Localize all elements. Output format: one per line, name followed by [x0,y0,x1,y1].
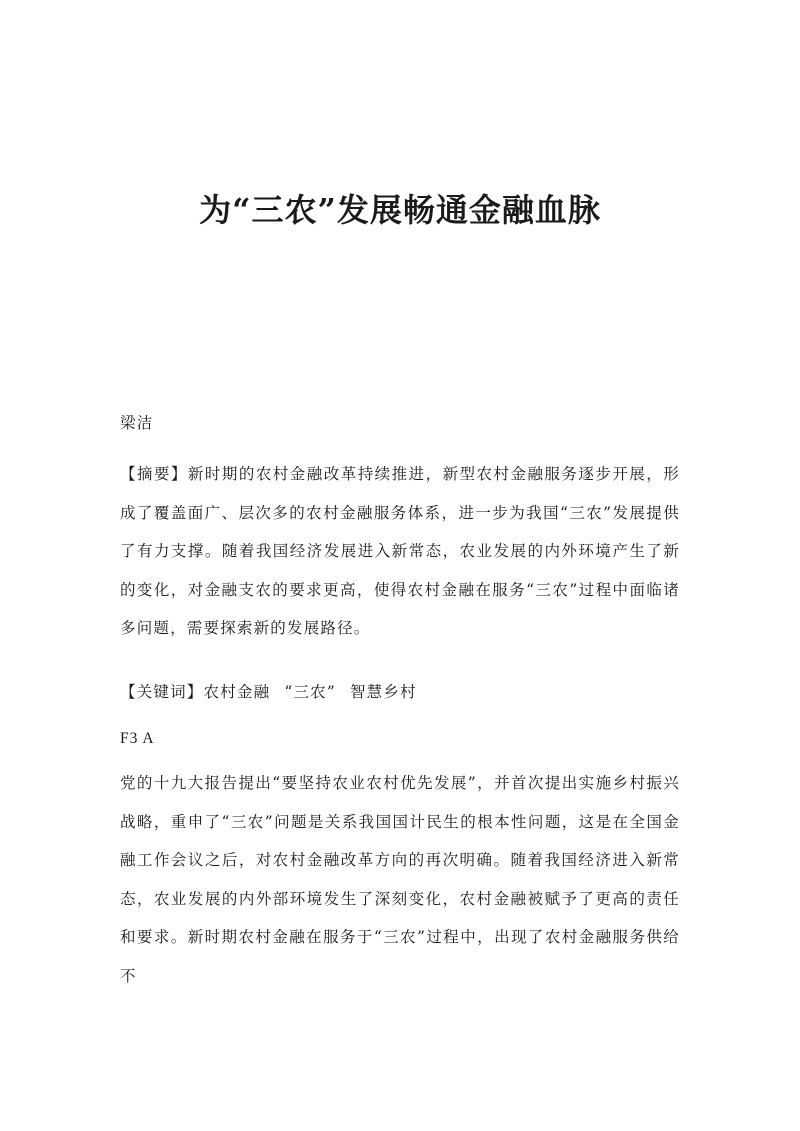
keyword-item: 智慧乡村 [349,683,417,701]
author-name: 梁洁 [120,414,154,432]
abstract-text: 新时期的农村金融改革持续推进，新型农村金融服务逐步开展，形成了覆盖面广、层次多的农村金融服务体系，进一步为我国“三农”发展提供了有力支撑。随着我国经济发展进入新常态，农业发展的内外环境产生了新的变化，对金融支农的要求更高，使得农村金融在服务“三农”过程中面临诸多问题，需要探索新的发展路径。 [120,465,680,637]
keyword-item: 农村金融 [203,683,271,701]
keywords-block [120,673,680,712]
abstract-block [120,455,680,648]
classification-code: F3 A [120,730,155,747]
keywords-label: 【关键词】 [120,683,204,701]
abstract-label: 【摘要】 [120,465,188,483]
article-title: 为“三农”发展畅通金融血脉 [199,191,601,229]
body-paragraph: 党的十九大报告提出“要坚持农业农村优先发展”，并首次提出实施乡村振兴战略，重申了“三农”问题是关系我国国计民生的根本性问题，这是在全国金融工作会议之后，对农村金融改革方向的再次明确。随着我国经济进入新常态，农业发展的内外部环境发生了深刻变化，农村金融被赋予了更高的责任和要求。新时期农村金融在服务于“三农”过程中，出现了农村金融服务供给不 [120,774,680,985]
keyword-item: “三农” [284,683,336,701]
